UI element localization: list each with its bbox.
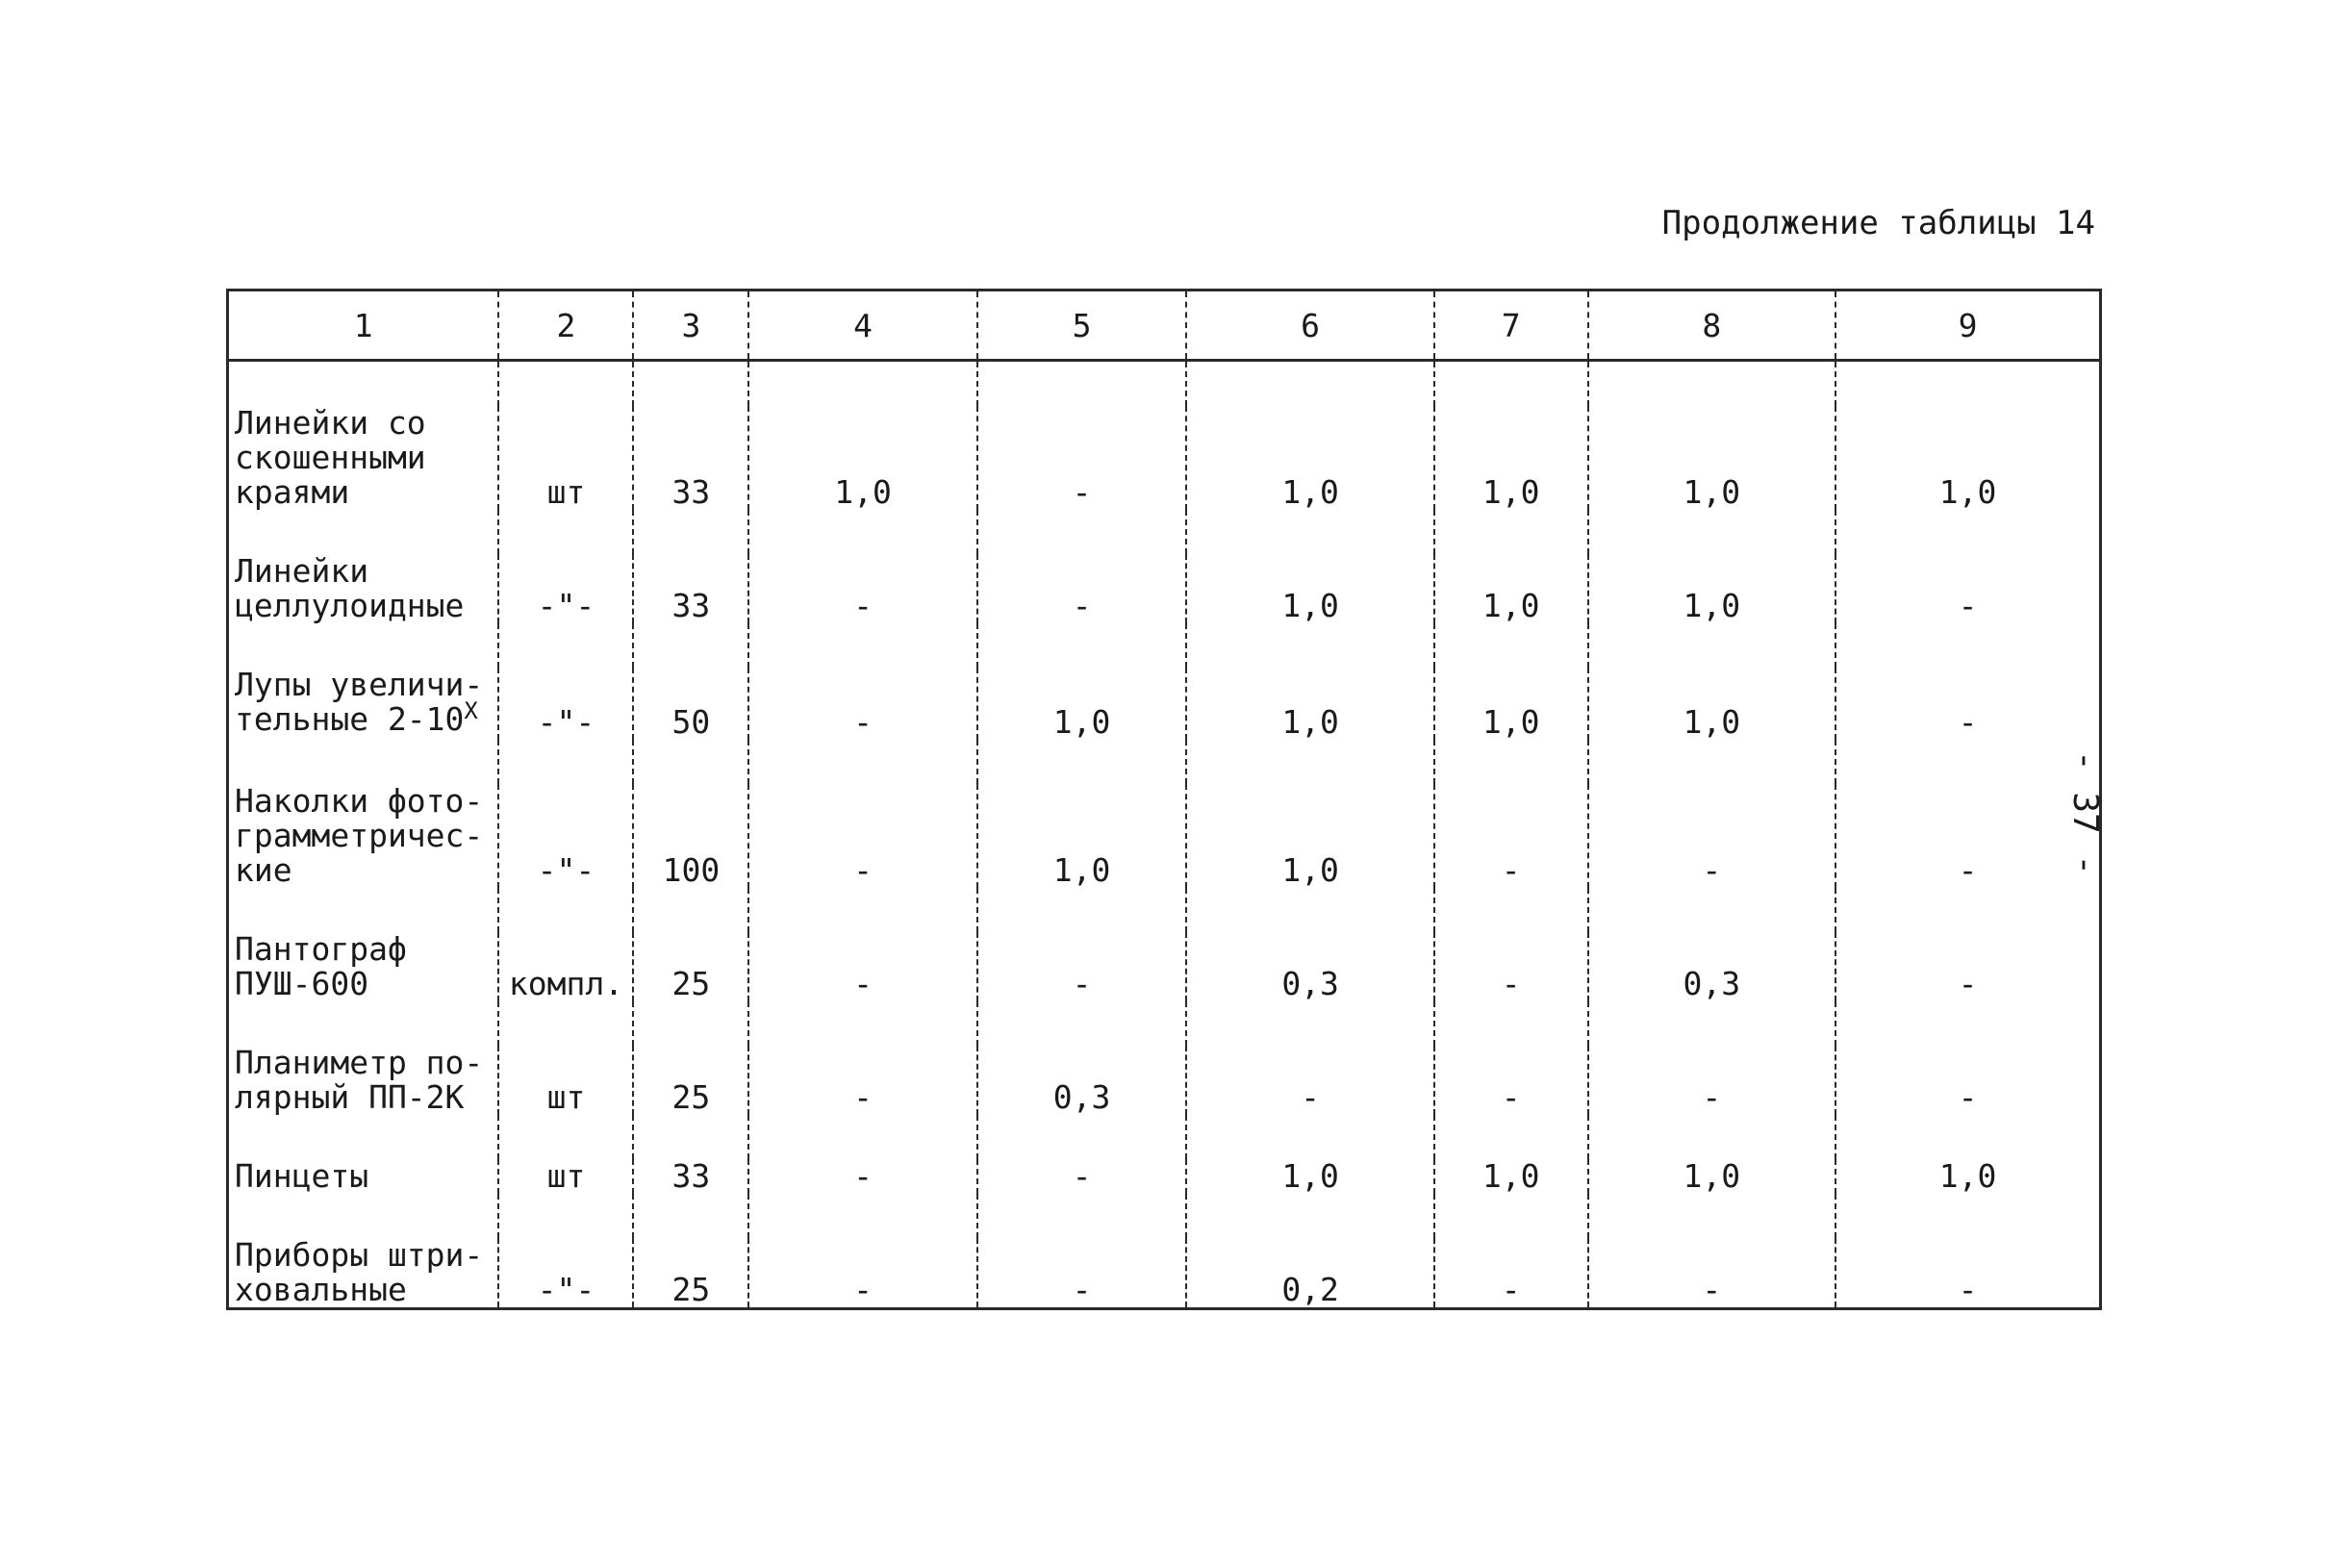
- cell-col3: 100: [633, 784, 748, 888]
- item-unit: -"-: [498, 554, 633, 623]
- cell-col4: -: [748, 1238, 977, 1309]
- cell-col5: -: [977, 1238, 1187, 1309]
- cell-col3: 33: [633, 1159, 748, 1194]
- cell-col4: -: [748, 1159, 977, 1194]
- item-unit: -"-: [498, 1238, 633, 1309]
- table-row: [228, 784, 2101, 888]
- cell-col3: 25: [633, 932, 748, 1001]
- cell-col6: 1,0: [1186, 406, 1433, 510]
- table-row: [228, 1046, 2101, 1115]
- cell-col8: -: [1588, 784, 1835, 888]
- table-row: [228, 668, 2101, 740]
- cell-col7: 1,0: [1434, 554, 1588, 623]
- cell-col8: 0,3: [1588, 932, 1835, 1001]
- cell-col3: 25: [633, 1238, 748, 1309]
- table-row: [228, 932, 2101, 1001]
- item-name: Пинцеты: [228, 1159, 499, 1194]
- column-header: 6: [1186, 291, 1433, 361]
- item-unit: шт: [498, 1159, 633, 1194]
- item-name-superscript: X: [464, 697, 478, 724]
- cell-col8: 1,0: [1588, 554, 1835, 623]
- item-unit: шт: [498, 1046, 633, 1115]
- cell-col9: -: [1835, 784, 2100, 888]
- cell-col7: 1,0: [1434, 668, 1588, 740]
- table-row: [228, 1238, 2101, 1309]
- table-row: [228, 406, 2101, 510]
- table-caption: Продолжение таблицы 14: [1661, 204, 2095, 242]
- cell-col8: 1,0: [1588, 668, 1835, 740]
- cell-col8: 1,0: [1588, 406, 1835, 510]
- cell-col3: 25: [633, 1046, 748, 1115]
- cell-col9: 1,0: [1835, 406, 2100, 510]
- cell-col7: -: [1434, 1046, 1588, 1115]
- cell-col5: 1,0: [977, 784, 1187, 888]
- cell-col6: 0,3: [1186, 932, 1433, 1001]
- column-header: 3: [633, 291, 748, 361]
- column-header: 1: [228, 291, 499, 361]
- cell-col4: -: [748, 1046, 977, 1115]
- cell-col9: -: [1835, 554, 2100, 623]
- cell-col4: -: [748, 554, 977, 623]
- cell-col4: -: [748, 932, 977, 1001]
- column-header: 8: [1588, 291, 1835, 361]
- cell-col4: 1,0: [748, 406, 977, 510]
- cell-col8: -: [1588, 1238, 1835, 1309]
- cell-col9: -: [1835, 1046, 2100, 1115]
- cell-col7: -: [1434, 932, 1588, 1001]
- item-name: Приборы штри- ховальные: [228, 1238, 499, 1309]
- column-header: 7: [1434, 291, 1588, 361]
- cell-col3: 50: [633, 668, 748, 740]
- cell-col7: -: [1434, 1238, 1588, 1309]
- cell-col6: 1,0: [1186, 554, 1433, 623]
- cell-col5: -: [977, 932, 1187, 1001]
- cell-col4: -: [748, 668, 977, 740]
- column-header: 9: [1835, 291, 2100, 361]
- cell-col5: -: [977, 554, 1187, 623]
- item-unit: -"-: [498, 668, 633, 740]
- cell-col8: -: [1588, 1046, 1835, 1115]
- item-name: Линейки целлулоидные: [228, 554, 499, 623]
- cell-col3: 33: [633, 406, 748, 510]
- cell-col6: 0,2: [1186, 1238, 1433, 1309]
- page-number: - 37 -: [2065, 750, 2105, 876]
- table-row: [228, 554, 2101, 623]
- cell-col5: -: [977, 406, 1187, 510]
- table-body: [228, 361, 2101, 1309]
- cell-col6: 1,0: [1186, 668, 1433, 740]
- cell-col6: -: [1186, 1046, 1433, 1115]
- item-name: Пантограф ПУШ-600: [228, 932, 499, 1001]
- cell-col9: -: [1835, 668, 2100, 740]
- cell-col5: -: [977, 1159, 1187, 1194]
- cell-col9: -: [1835, 932, 2100, 1001]
- item-unit: -"-: [498, 784, 633, 888]
- cell-col4: -: [748, 784, 977, 888]
- cell-col8: 1,0: [1588, 1159, 1835, 1194]
- column-header: 4: [748, 291, 977, 361]
- cell-col3: 33: [633, 554, 748, 623]
- header-row: [228, 291, 2101, 361]
- cell-col9: -: [1835, 1238, 2100, 1309]
- item-name: Линейки со скошенными краями: [228, 406, 499, 510]
- cell-col7: -: [1434, 784, 1588, 888]
- cell-col6: 1,0: [1186, 784, 1433, 888]
- cell-col7: 1,0: [1434, 1159, 1588, 1194]
- table-row: [228, 1159, 2101, 1194]
- item-name: Планиметр по- лярный ПП-2К: [228, 1046, 499, 1115]
- item-name: Наколки фото- грамметричес- кие: [228, 784, 499, 888]
- cell-col5: 0,3: [977, 1046, 1187, 1115]
- column-header: 2: [498, 291, 633, 361]
- cell-col7: 1,0: [1434, 406, 1588, 510]
- item-name: [228, 668, 499, 740]
- item-unit: шт: [498, 406, 633, 510]
- cell-col6: 1,0: [1186, 1159, 1433, 1194]
- column-header: 5: [977, 291, 1187, 361]
- item-name-text: Лупы увеличи- тельные 2-10: [235, 666, 484, 738]
- cell-col9: 1,0: [1835, 1159, 2100, 1194]
- equipment-table: [226, 289, 2102, 1310]
- cell-col5: 1,0: [977, 668, 1187, 740]
- item-unit: компл.: [498, 932, 633, 1001]
